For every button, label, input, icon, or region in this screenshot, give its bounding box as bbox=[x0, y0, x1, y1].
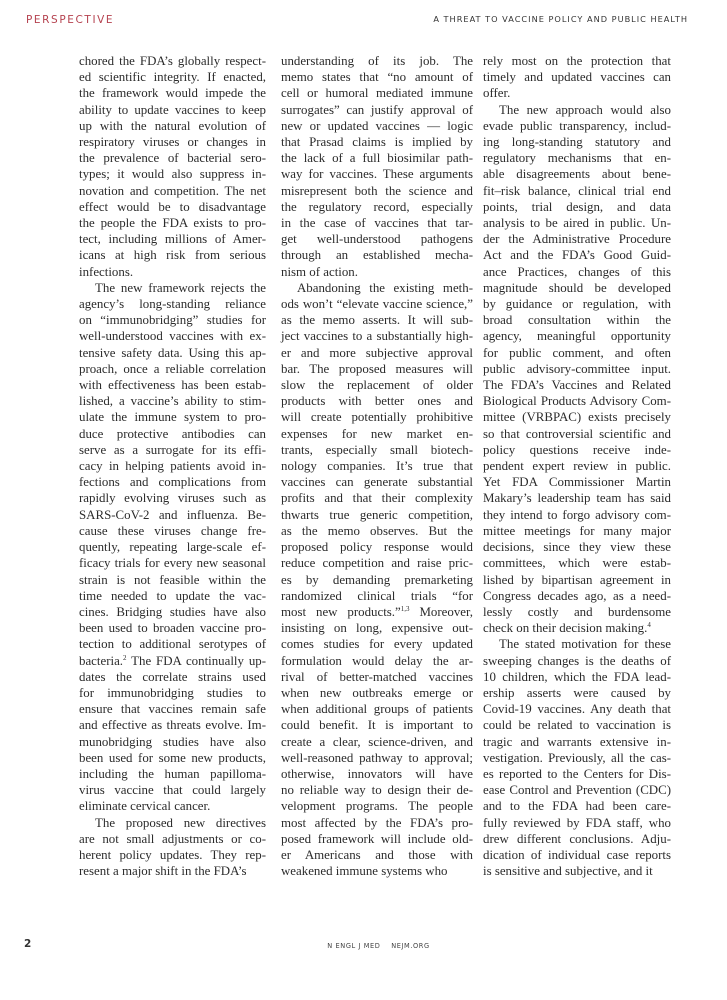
text-line: serve as a surrogate for its effi- bbox=[79, 442, 266, 457]
text-line: memo states that “no amount of bbox=[281, 70, 473, 85]
text-line: der the Administrative Procedure bbox=[483, 232, 671, 247]
text-line: ficacy trials for every new seasonal bbox=[79, 556, 266, 571]
text-line: Abandoning the existing meth- bbox=[297, 280, 473, 295]
text-line: analysis to be aired in public. Un- bbox=[483, 216, 671, 231]
text-line: fections and complications from bbox=[79, 475, 266, 490]
paragraph bbox=[483, 102, 671, 637]
text-line: The new approach would also bbox=[499, 102, 671, 117]
text-line: for immunobridging studies to bbox=[79, 685, 266, 700]
paragraph bbox=[281, 280, 473, 880]
text-line: resent a major shift in the FDA’s bbox=[79, 864, 247, 879]
text-line: regulatory mechanisms that en- bbox=[483, 151, 671, 166]
text-line: sweeping changes is the deaths of bbox=[483, 653, 671, 668]
text-line: products with better ones and bbox=[281, 394, 473, 409]
text-line: slow the replacement of older bbox=[281, 378, 473, 393]
text-line: ing long-standing statutory and bbox=[483, 135, 671, 150]
text-line: points, trial design, and data bbox=[483, 199, 671, 214]
text-line: as the memo observes. But the bbox=[281, 523, 473, 538]
text-line: trants, especially small biotech- bbox=[281, 442, 473, 457]
text-line: respiratory viruses or changes in bbox=[79, 135, 266, 150]
text-line: insisting on long, expensive out- bbox=[281, 621, 473, 636]
text-line: nology companies. It’s true that bbox=[281, 459, 473, 474]
text-line: offer. bbox=[483, 86, 511, 101]
text-line: ability to update vaccines to keep bbox=[79, 102, 266, 117]
text-line: most affected by the FDA’s pro- bbox=[281, 815, 473, 830]
text-line: er and more subjective approval bbox=[281, 345, 473, 360]
reference-marker: 1,3 bbox=[400, 604, 410, 613]
reference-marker: 2 bbox=[123, 653, 127, 662]
text-line: Yet FDA Commissioner Martin bbox=[483, 475, 671, 490]
text-line: in the case of vaccines that tar- bbox=[281, 216, 473, 231]
text-line: Covid-19 vaccines. Any death that bbox=[483, 702, 671, 717]
text-line: way for vaccines. These arguments bbox=[281, 167, 473, 182]
text-line: rapidly evolving viruses such as bbox=[79, 491, 266, 506]
text-line: mittee (VRBPAC) exists precisely bbox=[483, 410, 671, 425]
text-line: agency, meaningful opportunity bbox=[483, 329, 671, 344]
text-line: eliminate cervical cancer. bbox=[79, 799, 211, 814]
text-line: is sensitive and subjective, and it bbox=[483, 864, 653, 879]
journal-site: NEJM.ORG bbox=[391, 942, 430, 950]
text-line: understanding of its job. The bbox=[281, 54, 473, 68]
text-line: well-understood vaccines with ex- bbox=[79, 329, 266, 344]
text-line: dates the correlate strains used bbox=[79, 669, 266, 684]
journal-footer bbox=[0, 942, 727, 950]
text-line: virus vaccine that could largely bbox=[79, 783, 266, 798]
text-line: comes studies for every updated bbox=[281, 637, 473, 652]
text-line: cacy in helping patients avoid in- bbox=[79, 459, 266, 474]
paragraph bbox=[79, 280, 266, 815]
text-line: weakened immune systems who bbox=[281, 864, 448, 879]
text-line: misrepresent both the science and bbox=[281, 183, 473, 198]
text-line: time needed to update the vac- bbox=[79, 588, 266, 603]
text-line: and effective as threats evolve. Im- bbox=[79, 718, 266, 733]
text-line: The proposed new directives bbox=[95, 815, 266, 830]
text-line: on “immunobridging” studies for bbox=[79, 313, 266, 328]
text-line: rival of better-matched vaccines bbox=[281, 669, 473, 684]
text-line: lessly costly and burdensome bbox=[483, 604, 671, 619]
text-line: quently, repeating large-scale ef- bbox=[79, 540, 266, 555]
text-line: effect would be to disadvantage bbox=[79, 199, 266, 214]
text-line: that Prasad claims is implied by bbox=[281, 135, 473, 150]
text-line: when additional groups of patients bbox=[281, 702, 473, 717]
text-line: so that controversial scientific and bbox=[483, 426, 671, 441]
text-line: SARS-CoV-2 and influenza. Be- bbox=[79, 507, 266, 522]
text-line: most new products.”$^{1,3}$ Moreover, bbox=[281, 604, 473, 619]
text-line: as the memo asserts. It will sub- bbox=[281, 313, 473, 328]
text-line: been used for some new products, bbox=[79, 750, 266, 765]
paragraph bbox=[79, 53, 266, 280]
text-line: novation and competition. The net bbox=[79, 183, 266, 198]
text-line: strain is not feasible within the bbox=[79, 572, 266, 587]
text-line: es reported to the Centers for Dis- bbox=[483, 766, 671, 781]
text-line: proposed policy response would bbox=[281, 540, 473, 555]
paragraph bbox=[281, 53, 473, 280]
text-line: could benefit. It is important to bbox=[281, 718, 473, 733]
text-line: The new framework rejects the bbox=[95, 280, 266, 295]
text-line: posed framework will include old- bbox=[281, 831, 473, 846]
text-line: the framework would impede the bbox=[79, 86, 266, 101]
text-line: no reliable way to design their de- bbox=[281, 783, 473, 798]
text-line: lished, a vaccine’s ability to stim- bbox=[79, 394, 266, 409]
text-line: lished by bipartisan agreement in bbox=[483, 572, 671, 587]
text-line: including the human papilloma- bbox=[79, 766, 266, 781]
text-line: infections. bbox=[79, 264, 134, 279]
text-line: committees, which were estab- bbox=[483, 556, 671, 571]
text-line: evade public transparency, includ- bbox=[483, 118, 671, 133]
text-line: cines. Bridging studies have also bbox=[79, 604, 266, 619]
journal-abbrev: N ENGL J MED bbox=[327, 942, 381, 950]
text-line: munobridging studies have also bbox=[79, 734, 266, 749]
paragraph bbox=[483, 636, 671, 879]
text-line: ulate the immune system to pro- bbox=[79, 410, 266, 425]
text-line: broad consultation within the bbox=[483, 313, 671, 328]
paragraph bbox=[79, 815, 266, 880]
text-line: public advisory-committee input. bbox=[483, 361, 671, 376]
text-line: ance Practices, changes of this bbox=[483, 264, 671, 279]
text-line: types; it would also suppress in- bbox=[79, 167, 266, 182]
text-line: magnitude should be developed bbox=[483, 280, 671, 295]
text-line: cell or humoral mediated immune bbox=[281, 86, 473, 101]
text-line: vestigation. Previously, all the cas- bbox=[483, 750, 671, 765]
text-line: been used to broaden vaccine pro- bbox=[79, 621, 266, 636]
text-line: fully reviewed by FDA staff, who bbox=[483, 815, 671, 830]
text-line: bacteria.$^2$ The FDA continually up- bbox=[79, 653, 266, 668]
text-line: Biological Products Advisory Com- bbox=[483, 394, 671, 409]
text-line: duce protective antibodies can bbox=[79, 426, 266, 441]
text-line: will create potentially prohibitive bbox=[281, 410, 473, 425]
text-line: chored the FDA’s globally respect- bbox=[79, 54, 266, 68]
text-column-1 bbox=[79, 53, 266, 879]
text-line: they intend to forgo advisory com- bbox=[483, 507, 671, 522]
text-line: fit–risk balance, clinical trial end bbox=[483, 183, 671, 198]
text-line: up with the natural evolution of bbox=[79, 118, 266, 133]
text-line: Makary’s leadership team has said bbox=[483, 491, 671, 506]
text-line: ensure that vaccines remain safe bbox=[79, 702, 266, 717]
text-line: herent policy updates. They rep- bbox=[79, 847, 266, 862]
text-line: nism of action. bbox=[281, 264, 358, 279]
text-line: icans at high risk from serious bbox=[79, 248, 266, 263]
text-line: tect, including millions of Amer- bbox=[79, 232, 266, 247]
text-line: ed scientific integrity. If enacted, bbox=[79, 70, 266, 85]
text-line: proach, once a reliable correlation bbox=[79, 361, 266, 376]
text-line: es by demanding premarketing bbox=[281, 572, 473, 587]
text-line: the prevalence of bacterial sero- bbox=[79, 151, 266, 166]
text-line: ership asserts were caused by bbox=[483, 685, 671, 700]
text-line: 10 children, which the FDA lead- bbox=[483, 669, 671, 684]
text-line: by guidance or regulation, with bbox=[483, 297, 671, 312]
text-line: surrogates” can justify approval of bbox=[281, 102, 473, 117]
text-line: ject vaccines to a substantially high- bbox=[281, 329, 473, 344]
text-line: for public comment, and often bbox=[483, 345, 671, 360]
text-line: The FDA’s Vaccines and Related bbox=[483, 378, 671, 393]
text-line: reduce competition and raise pric- bbox=[281, 556, 473, 571]
page-number: 2 bbox=[24, 938, 32, 950]
paragraph bbox=[483, 53, 671, 102]
text-line: tection to additional serotypes of bbox=[79, 637, 266, 652]
text-column-3 bbox=[483, 53, 671, 879]
text-line: the lack of a full biosimilar path- bbox=[281, 151, 473, 166]
text-line: tragic and warrants extensive in- bbox=[483, 734, 671, 749]
running-title: A THREAT TO VACCINE POLICY AND PUBLIC HEALTH bbox=[433, 14, 688, 24]
text-column-2 bbox=[281, 53, 473, 879]
text-line: check on their decision making.$^4$ bbox=[483, 621, 651, 636]
text-line: tensive safety data. Using this ap- bbox=[79, 345, 266, 360]
text-line: Congress decades ago, as a need- bbox=[483, 588, 671, 603]
text-line: vaccines can generate substantial bbox=[281, 475, 473, 490]
text-line: thwarts true generic competition, bbox=[281, 507, 473, 522]
text-line: The stated motivation for these bbox=[499, 637, 671, 652]
reference-marker: 4 bbox=[647, 621, 651, 630]
text-line: when new outbreaks emerge or bbox=[281, 685, 473, 700]
text-line: randomized clinical trials “for bbox=[281, 588, 473, 603]
text-line: and to the FDA had been care- bbox=[483, 799, 671, 814]
text-line: could be related to vaccination is bbox=[483, 718, 671, 733]
text-line: mittee meetings for many major bbox=[483, 523, 671, 538]
text-line: through an established mecha- bbox=[281, 248, 473, 263]
text-line: expenses for new market en- bbox=[281, 426, 473, 441]
text-line: er Americans and those with bbox=[281, 847, 473, 862]
text-line: ease Control and Prevention (CDC) bbox=[483, 783, 671, 798]
text-line: formulation would delay the ar- bbox=[281, 653, 473, 668]
text-line: ods won’t “elevate vaccine science,” bbox=[281, 297, 473, 312]
text-line: timely and updated vaccines can bbox=[483, 70, 671, 85]
text-line: policy questions receive inde- bbox=[483, 442, 671, 457]
text-line: Act and the FDA’s Good Guid- bbox=[483, 248, 671, 263]
text-line: with effectiveness has been estab- bbox=[79, 378, 266, 393]
text-line: able disagreements about bene- bbox=[483, 167, 671, 182]
section-label: PERSPECTIVE bbox=[26, 14, 115, 26]
text-line: decisions, since they view these bbox=[483, 540, 671, 555]
text-line: the people the FDA exists to pro- bbox=[79, 216, 266, 231]
text-line: pendent expert review in public. bbox=[483, 459, 671, 474]
text-line: velopment programs. The people bbox=[281, 799, 473, 814]
text-line: the regulatory record, especially bbox=[281, 199, 473, 214]
text-line: are not small adjustments or co- bbox=[79, 831, 266, 846]
text-line: drew different conclusions. Adju- bbox=[483, 831, 671, 846]
text-line: agency’s long-standing reliance bbox=[79, 297, 266, 312]
text-line: dication of individual case reports bbox=[483, 847, 671, 862]
text-line: rely most on the protection that bbox=[483, 54, 671, 68]
text-line: new or updated vaccines — logic bbox=[281, 118, 473, 133]
text-line: cause these viruses change fre- bbox=[79, 523, 266, 538]
text-line: bar. The proposed measures will bbox=[281, 361, 473, 376]
text-line: profits and that their complexity bbox=[281, 491, 473, 506]
text-line: get well-understood pathogens bbox=[281, 232, 473, 247]
text-line: create a clear, science-driven, and bbox=[281, 734, 473, 749]
text-line: well-reasoned pathway to approval; bbox=[281, 750, 473, 765]
text-line: otherwise, innovators will have bbox=[281, 766, 473, 781]
